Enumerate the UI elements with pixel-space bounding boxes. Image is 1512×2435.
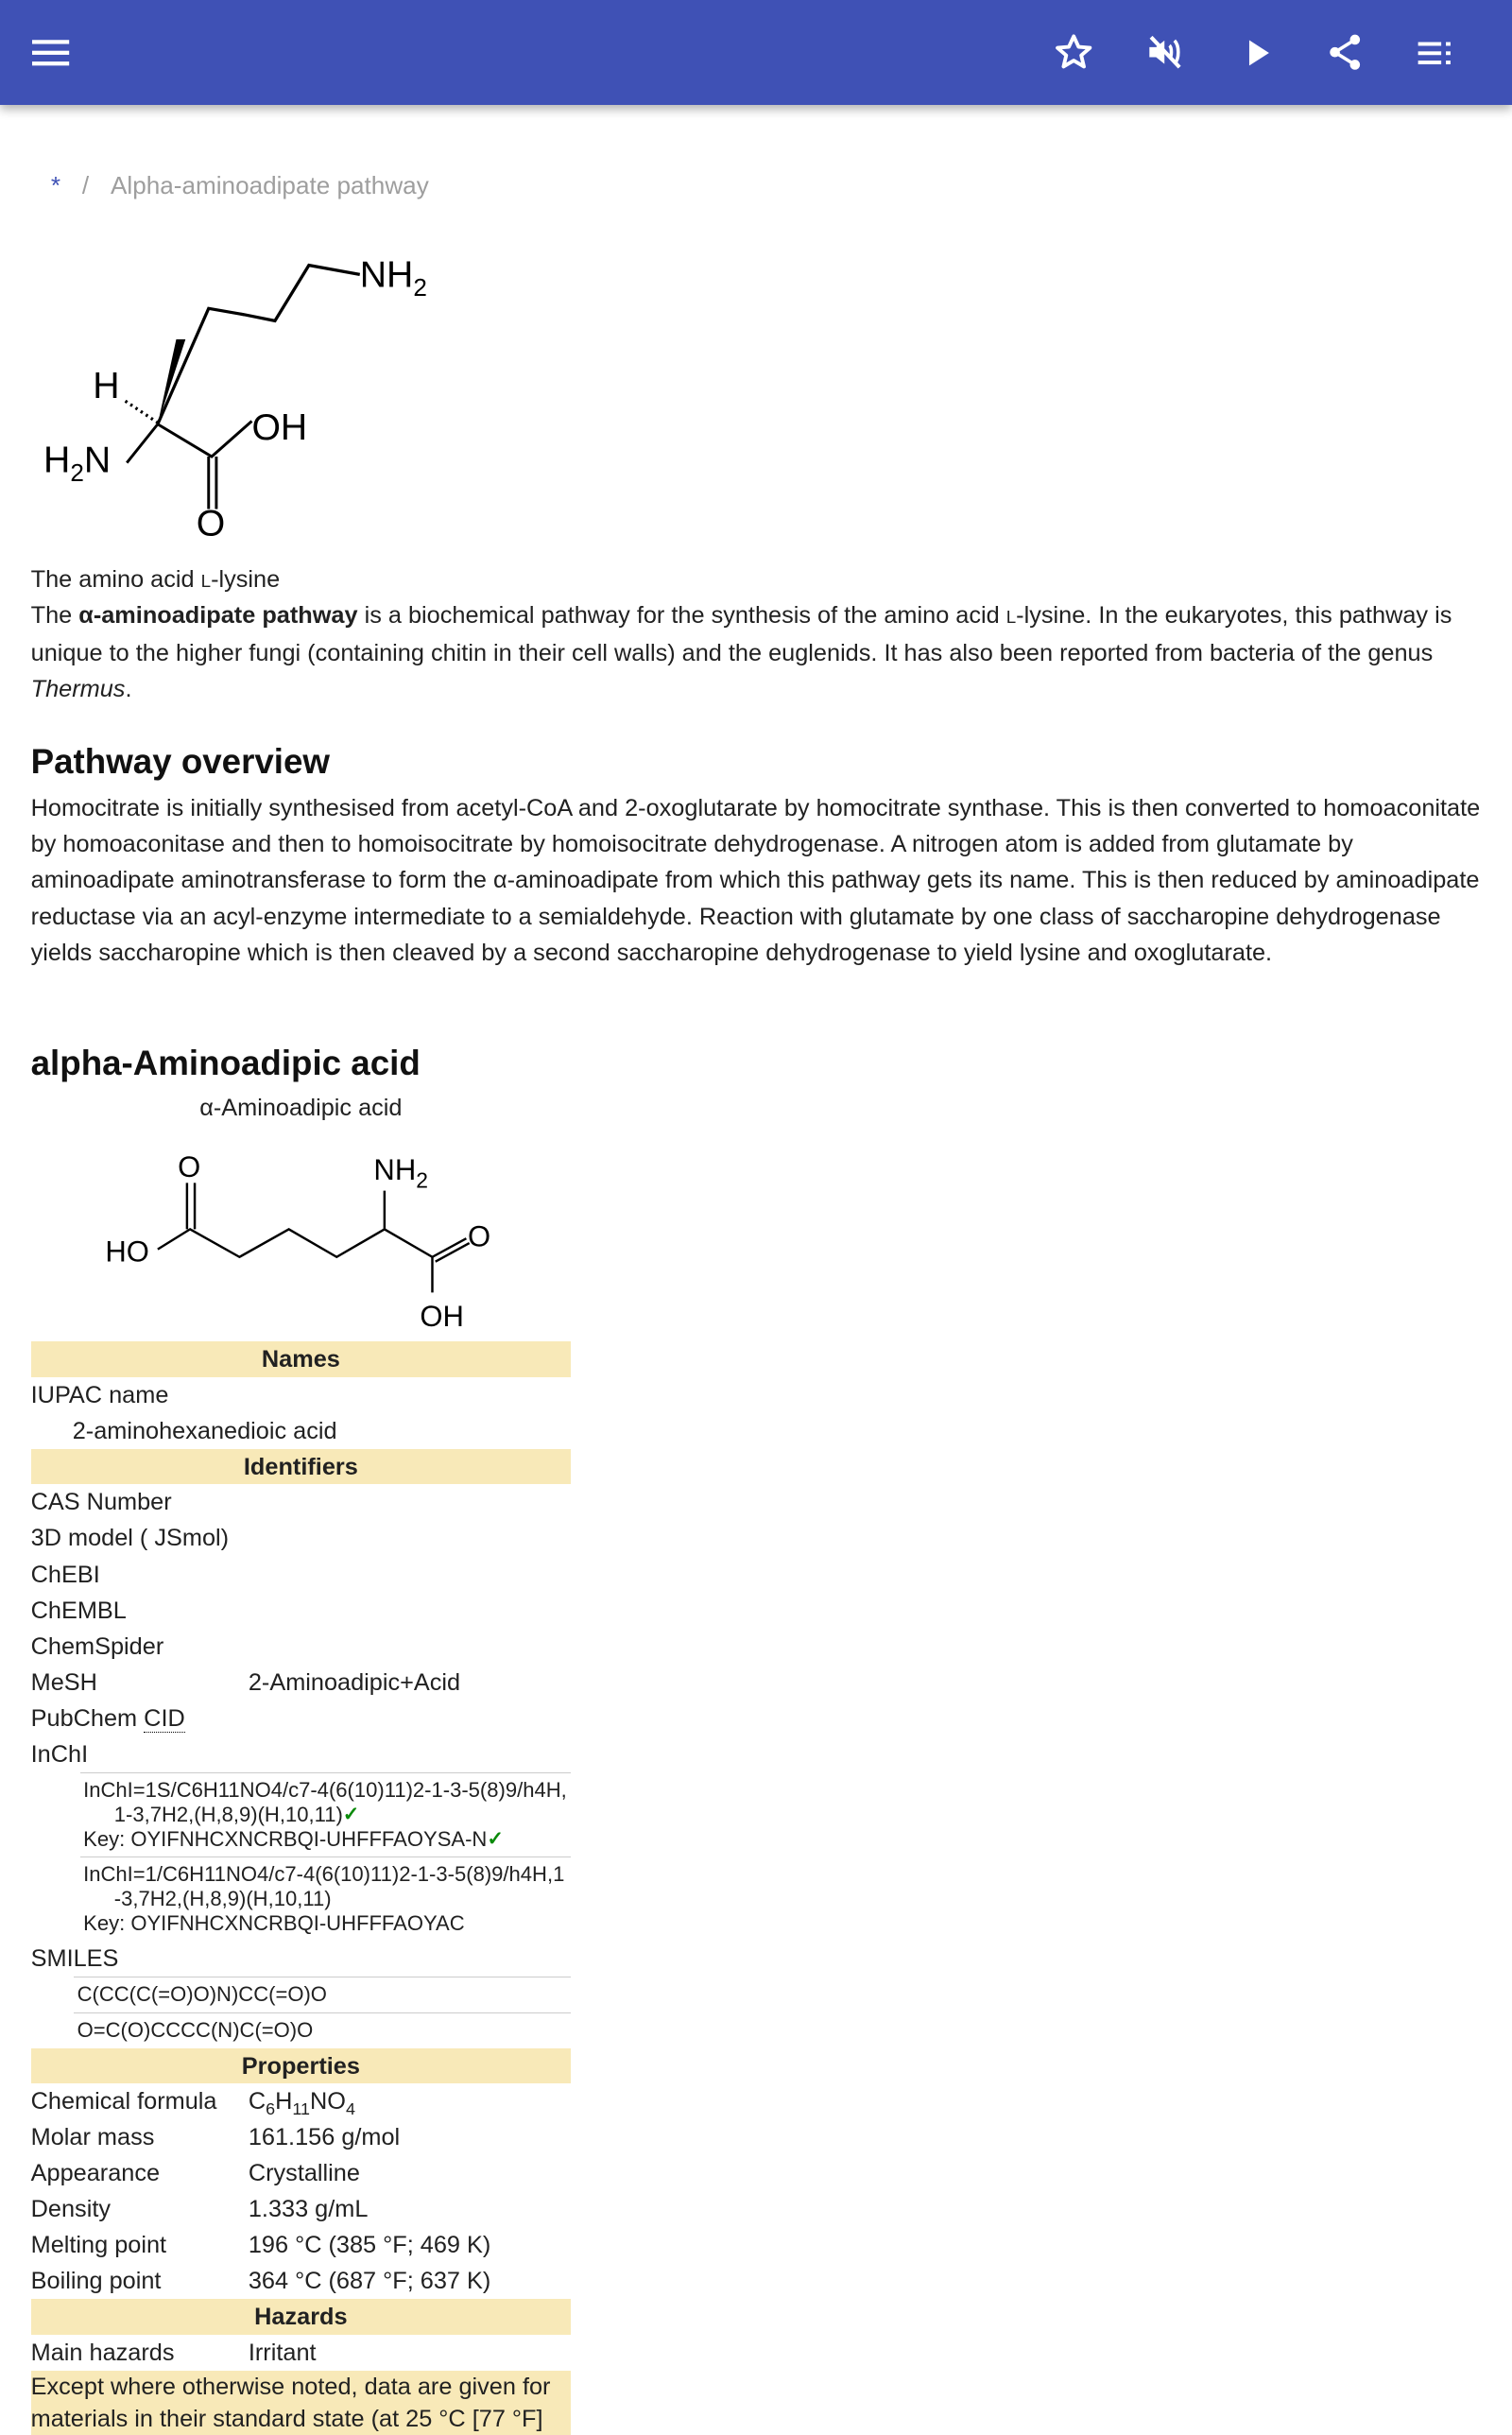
identifiers-header: Identifiers [31,1449,571,1485]
section-heading-overview: Pathway overview [30,742,330,782]
intro-paragraph: The α-aminoadipate pathway is a biochemical pathway for the synthesis of the amino acid L-lysine. In the eukaryotes, this pathway is unique to the higher fungi (containing chitin in their cell walls) and the euglenids. It has also been reported from bacteria of the genus Thermus. [30,601,1452,703]
table-row [31,2191,571,2227]
row-label: Density [30,2196,111,2223]
inchi-label: InChI [30,1740,89,1768]
row-value: 364 °C (687 °F; 637 K) [248,2268,491,2295]
lysine-structure [31,247,463,547]
o-label-2: O [467,1219,490,1253]
mute-icon[interactable] [1142,29,1188,76]
nh2-label: $NH_2$ [373,1152,428,1192]
row-label: ChEBI [30,1561,100,1588]
row-label: ChEMBL [30,1597,127,1624]
row-value: 2-Aminoadipic+Acid [248,1668,461,1696]
app-bar [0,0,1512,105]
table-row [31,1665,571,1701]
table-row [31,2119,571,2155]
table-row [31,1520,571,1556]
smiles-label: SMILES [30,1945,119,1972]
check-icon: ✓ [487,1827,505,1850]
check-icon: ✓ [342,1803,360,1825]
overview-paragraph: Homocitrate is initially synthesised from acetyl-CoA and 2-oxoglutarate by homocitrate synthase. This is then converted to homoaconitate by homoaconitase and then to homoisocitrate by homoisocitrate dehydrogenase. A nitrogen atom is added from glutamate by aminoadipate aminotransferase to form the α-aminoadipate from which this pathway gets its name. This is then reduced by aminoadipate reductase via an acyl-enzyme intermediate to a semialdehyde. Reaction with glutamate by one class of saccharopine dehydrogenase yields saccharopine which is then cleaved by a second saccharopine dehydrogenase to yield lysine and oxoglutarate. [30,794,1481,966]
o-label: O [177,1149,200,1183]
table-row [31,2227,571,2263]
row-label: CAS Number [30,1489,172,1516]
table-row [31,1629,571,1665]
row-label: Molar mass [30,2124,155,2151]
hazards-header: Hazards [31,2299,571,2335]
table-row [31,2263,571,2299]
inchi-standard: InChI=1S/C6H11NO4/c7-4(6(10)11)2-1-3-5(8)9/h4H, 1-3,7H2,(H,8,9)(H,10,11)✓ Key: OYIFNHCXNCRBQI-UHFFFAOYSA-N✓ [80,1772,571,1856]
table-row [31,2155,571,2191]
property-row: Main hazards Irritant [30,2339,317,2366]
smiles-value: O=C(O)CCCC(N)C(=O)O [74,2012,571,2048]
table-row [31,1557,571,1593]
breadcrumb-current: Alpha-aminoadipate pathway [111,171,429,200]
aminoadipic-structure [31,1126,571,1342]
h2n-label: $H_2N$ [43,440,111,488]
ho-label: HO [105,1235,149,1269]
breadcrumb [51,171,429,200]
names-header: Names [31,1341,571,1377]
row-value: Crystalline [248,2160,360,2187]
table-row [31,1593,571,1629]
breadcrumb-separator: / [81,171,90,200]
inchi-legacy: InChI=1/C6H11NO4/c7-4(6(10)11)2-1-3-5(8)9/h4H,1 -3,7H2,(H,8,9)(H,10,11) Key: OYIFNHCXNCRBQI-UHFFFAOYAC [80,1856,571,1941]
row-label: 3D model ( JSmol) [30,1525,230,1552]
properties-header: Properties [31,2048,571,2084]
h-label: H [92,366,120,407]
row-label: Melting point [30,2232,167,2259]
o-label: O [196,503,225,544]
chembox-caption: α-Aminoadipic acid [199,1094,403,1121]
property-row: Chemical formula $C_6H_{11}NO_4$ [31,2083,571,2119]
smiles-value: C(CC(C(=O)O)N)CC(=O)O [74,1977,571,2012]
iupac-value: 2-aminohexanedioic acid [72,1417,337,1444]
iupac-label: IUPAC name [30,1381,169,1408]
row-label: ChemSpider [30,1632,164,1660]
chembox-footnote: Except where otherwise noted, data are given for materials in their standard state (at 25 °C [77 °F] [31,2371,571,2435]
playlist-icon[interactable] [1414,29,1460,76]
pubchem-label: PubChem CID [30,1704,185,1732]
image-caption: The amino acid L-lysine [30,566,281,594]
breadcrumb-home[interactable]: * [50,171,61,200]
chemical-formula: $C_6H_{11}NO_4$ [248,2088,355,2119]
oh-label: OH [420,1299,464,1333]
row-value: 1.333 g/mL [248,2196,369,2223]
row-label: Boiling point [30,2268,162,2295]
row-label: MeSH [30,1668,97,1696]
star-icon[interactable] [1051,29,1097,76]
row-label: Appearance [30,2160,161,2187]
table-row [31,1484,571,1520]
nh2-label: $NH_2$ [359,254,427,302]
play-icon[interactable] [1234,29,1280,76]
row-value: 196 °C (385 °F; 469 K) [248,2232,491,2259]
cid-abbr: CID [144,1704,185,1732]
chembox [31,1090,571,2435]
share-icon[interactable] [1322,29,1368,76]
oh-label: OH [251,407,307,449]
menu-icon[interactable] [29,29,76,76]
section-heading-acid: alpha-Aminoadipic acid [30,1043,421,1082]
row-value: 161.156 g/mol [248,2124,401,2151]
